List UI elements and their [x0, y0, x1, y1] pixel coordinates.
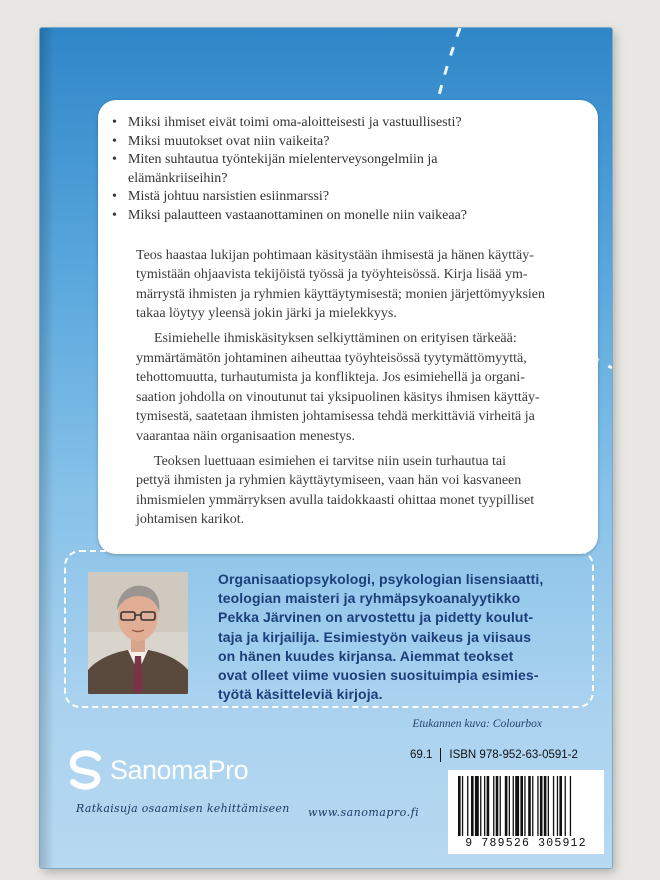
publisher-slogan: Ratkaisuja osaamisen kehittämiseen [76, 802, 290, 815]
question-item: • Miksi palautteen vastaanottaminen on monelle niin vaikeaa? [128, 207, 580, 226]
publisher-logo [68, 750, 248, 790]
barcode-digits: 9 789526 305912 [465, 837, 587, 850]
paragraph-3: Teoksen luettuaan esimiehen ei tarvitse niin usein turhautua tai pettyä ihmisten ja ryhmien käyttäytymiseen, vaan hän voi kasvaneen ihmismielen ymmärryksen avulla taidokkaasti ohittaa monet tyypilliset johtamisen karikot. [136, 453, 535, 528]
question-item: • Miten suhtautua työntekijän mielenterveysongelmiin ja [128, 151, 580, 170]
bullet-icon: • [112, 189, 117, 205]
author-box [64, 550, 594, 708]
sanoma-logo-icon [68, 750, 104, 790]
isbn-separator [440, 748, 441, 762]
bullet-icon: • [112, 133, 117, 149]
question-item: • Mistä johtuu narsistien esiinmarssi? [128, 188, 580, 207]
book-back-cover [40, 28, 612, 868]
author-portrait [88, 572, 188, 694]
question-item: • Miksi muutokset ovat niin vaikeita? [128, 133, 580, 152]
barcode-bars [448, 774, 604, 840]
classification-code: 69.1 [410, 749, 433, 761]
description-text [98, 246, 598, 530]
paragraph-2: Esimiehelle ihmiskäsityksen selkiyttäminen on erityisen tärkeää: ymmärtämätön johtaminen aiheuttaa työyhteisössä tyytymättömyyttä, tehottomuutta, turhautumista ja konflikteja. Jos esimiehellä ja organi- saation johdolla on vinoutunut tai yksipuolinen käsitys ihmisen käyttäy- tymisestä, saatetaan ihmisten johtamisessa tehdä merkittäviä virheitä ja vaarantaa näin organisaation menestys. [136, 330, 540, 444]
bullet-icon: • [112, 207, 117, 223]
isbn-number: ISBN 978-952-63-0591-2 [449, 749, 578, 761]
isbn-line [410, 748, 578, 762]
author-bio: Organisaatiopsykologi, psykologian lisensiaatti, teologian maisteri ja ryhmäpsykoanalyytikko Pekka Järvinen on arvostettu ja pidetty koulut- taja ja kirjailija. Esimiestyön vaikeus ja viisaus on hänen kuudes kirjansa. Aiemmat teokset ovat olleet viime vuosien suosituimpia esimies- työtä käsitteleviä kirjoja. [218, 571, 544, 703]
publisher-url: www.sanomapro.fi [308, 806, 420, 819]
description-card [98, 100, 598, 554]
question-item: • Miksi ihmiset eivät toimi oma-aloitteisesti ja vastuullisesti? [128, 114, 580, 133]
paragraph-1: Teos haastaa lukijan pohtimaan käsitystään ihmisestä ja hänen käyttäy- tymistään ohjaavista tekijöistä työssä ja työyhteisössä. Kirja lisää ym- märrystä ihmisten ja ryhmien käyttäytymisestä; monien järjettömyyksien takaa löytyy yleensä jokin järki ja mielekkyys. [136, 247, 546, 322]
cover-image-credit: Etukannen kuva: Colourbox [412, 718, 542, 730]
question-list [98, 100, 598, 226]
bullet-icon: • [112, 115, 117, 130]
barcode [448, 770, 604, 854]
question-item-continuation: elämänkriiseihin? [128, 170, 228, 186]
publisher-name: SanomaPro [110, 754, 249, 785]
bullet-icon: • [112, 152, 117, 168]
